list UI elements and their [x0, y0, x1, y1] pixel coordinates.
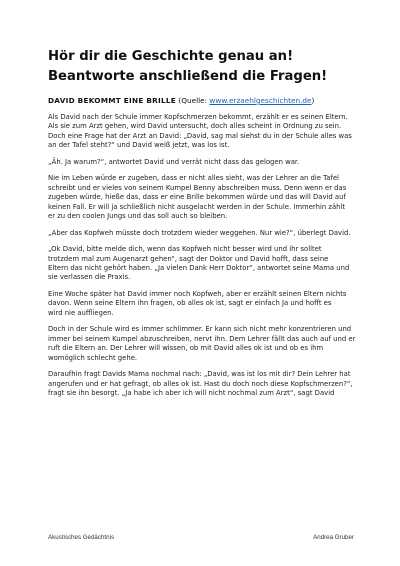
- source-link[interactable]: www.erzaehlgeschichten.de: [209, 96, 312, 105]
- footer-right: Andrea Gruber: [313, 534, 354, 541]
- story-body: [48, 113, 358, 406]
- paragraph: „Aber das Kopfweh müsste doch trotzdem wieder weggehen. Nur wie?“, überlegt David.: [48, 228, 351, 237]
- paragraph: Als David nach der Schule immer Kopfschmerzen bekommt, erzählt er es seinen Eltern. Als sie zum Arzt gehen, wird David untersucht, doch alles scheint in Ordnung zu sein. Doch eine Frage hat der Arzt an David: „David, sag mal siehst du in der Schule alles was an der Tafel steht?“ und David weiß jetzt, was los ist.: [48, 113, 352, 150]
- footer-left: Akustisches Gedächtnis: [48, 534, 115, 541]
- source-suffix: ): [311, 96, 315, 105]
- paragraph: Nie im Leben würde er zugeben, dass er nicht alles sieht, was der Lehrer an die Tafel schreibt und er vieles von seinem Kumpel Benny abschreiben muss. Denn wenn er das zugeben würde, hieße das, dass er eine Brille bekommen würde und das will David auf keinen Fall. Er will ja schließlich nicht ausgelacht werden in der Schule. Immerhin zählt er zu den coolen Jungs und das soll auch so bleiben.: [48, 174, 347, 221]
- page-title: Hör dir die Geschichte genau an! Beantworte anschließend die Fragen!: [48, 49, 328, 84]
- page-footer: [48, 534, 354, 541]
- paragraph: „Äh. Ja warum?“, antwortet David und verrät nicht dass das gelogen war.: [48, 157, 300, 166]
- paragraph: Doch in der Schule wird es immer schlimmer. Er kann sich nicht mehr konzentrieren und immer bei seinem Kumpel abzuschreiben, nervt ihn. Dem Lehrer fällt das auch auf und er ruft die Eltern an. Der Lehrer will wissen, ob mit David alles ok ist und ob es ihm womöglich schlecht gehe.: [48, 325, 356, 362]
- paragraph: Eine Woche später hat David immer noch Kopfweh, aber er erzählt seinen Eltern nichts davon. Wenn seine Eltern ihn fragen, ob alles ok ist, sagt er einfach Ja und hofft es wird nie auffliegen.: [48, 290, 347, 317]
- story-title: DAVID BEKOMMT EINE BRILLE: [48, 96, 177, 105]
- paragraph: „Ok David, bitte melde dich, wenn das Kopfweh nicht besser wird und ihr solltet trotzdem mal zum Augenarzt gehen“, sagt der Doktor und David hofft, dass seine Eltern das nicht gehört haben. „Ja vielen Dank Herr Doktor“, antwortet seine Mama und sie verlassen die Praxis.: [48, 245, 350, 282]
- story-heading-line: [48, 96, 358, 106]
- source-prefix: (Quelle:: [178, 96, 210, 105]
- paragraph: Daraufhin fragt Davids Mama nochmal nach: „David, was ist los mit dir? Dein Lehrer hat angerufen und er hat gefragt, ob alles ok ist. Hast du doch noch diese Kopfschmerzen?“, fragt sie ihn besorgt. „Ja habe ich aber ich will nicht nochmal zum Arzt“, sagt David: [48, 370, 353, 398]
